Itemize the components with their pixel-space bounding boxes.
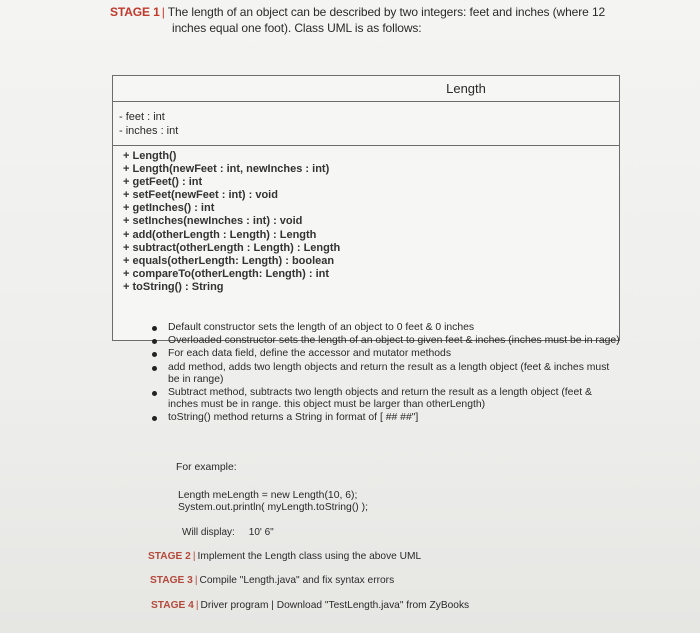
stage2 — [148, 551, 421, 562]
stage3 — [150, 575, 394, 586]
uml-method: + Length(newFeet : int, newInches : int) — [123, 163, 330, 176]
stage1-text-line1: The length of an object can be described by two integers: feet and inches (where 12 — [167, 5, 606, 19]
stage2-separator: | — [192, 551, 196, 562]
uml-method: + subtract(otherLength : Length) : Length — [123, 241, 341, 254]
uml-method: + getFeet() : int — [123, 176, 203, 189]
uml-class-name: Length — [113, 76, 619, 102]
example-label: For example: — [176, 462, 237, 473]
stage1-label: STAGE 1 — [110, 5, 160, 19]
stage1-separator: | — [161, 5, 165, 19]
list-item: add method, adds two length objects and return the result as a length object (feet & inches must be in range) — [150, 362, 620, 386]
list-item: Default constructor sets the length of an object to 0 feet & 0 inches — [150, 322, 620, 334]
uml-method: + getInches() : int — [123, 202, 215, 215]
uml-attribute: - inches : int — [119, 125, 179, 137]
list-item: For each data field, define the accessor and mutator methods — [150, 348, 620, 360]
uml-method: + setInches(newInches : int) : void — [123, 215, 303, 228]
stage4-label: STAGE 4 — [151, 600, 194, 611]
example-output — [182, 527, 274, 538]
uml-method: + add(otherLength : Length) : Length — [123, 228, 317, 241]
stage4 — [151, 600, 469, 611]
requirements-list — [150, 322, 620, 426]
uml-class-diagram — [112, 75, 620, 341]
uml-methods — [113, 146, 619, 340]
uml-method: + compareTo(otherLength: Length) : int — [123, 267, 330, 280]
uml-attribute: - feet : int — [119, 111, 165, 123]
display-label: Will display: — [182, 527, 235, 538]
example-code — [178, 490, 368, 514]
stage1-intro — [110, 4, 650, 36]
stage4-separator: | — [195, 600, 199, 611]
code-line: Length meLength = new Length(10, 6); — [178, 490, 358, 501]
uml-method: + setFeet(newFeet : int) : void — [123, 189, 278, 202]
list-item: Subtract method, subtracts two length objects and return the result as a length object (feet & inches must be in range. this object must be larger than otherLength) — [150, 387, 620, 411]
display-value: 10' 6" — [248, 527, 274, 538]
stage3-text: Compile "Length.java" and fix syntax errors — [199, 575, 395, 586]
uml-attributes — [113, 102, 619, 146]
code-line: System.out.println( myLength.toString() ); — [178, 502, 368, 513]
uml-method: + Length() — [123, 150, 177, 162]
stage2-text: Implement the Length class using the above UML — [197, 551, 422, 562]
stage3-separator: | — [194, 575, 198, 586]
stage3-label: STAGE 3 — [150, 575, 193, 586]
uml-method: + toString() : String — [123, 280, 224, 293]
stage1-text-line2: inches equal one foot). Class UML is as follows: — [172, 21, 422, 35]
stage4-text: Driver program | Download "TestLength.java" from ZyBooks — [200, 600, 470, 611]
uml-method: + equals(otherLength: Length) : boolean — [123, 254, 335, 267]
stage2-label: STAGE 2 — [148, 551, 191, 562]
list-item: toString() method returns a String in format of [ ## ##"] — [150, 412, 620, 424]
list-item: Overloaded constructor sets the length of an object to given feet & inches (inches must be in rage) — [150, 335, 620, 347]
